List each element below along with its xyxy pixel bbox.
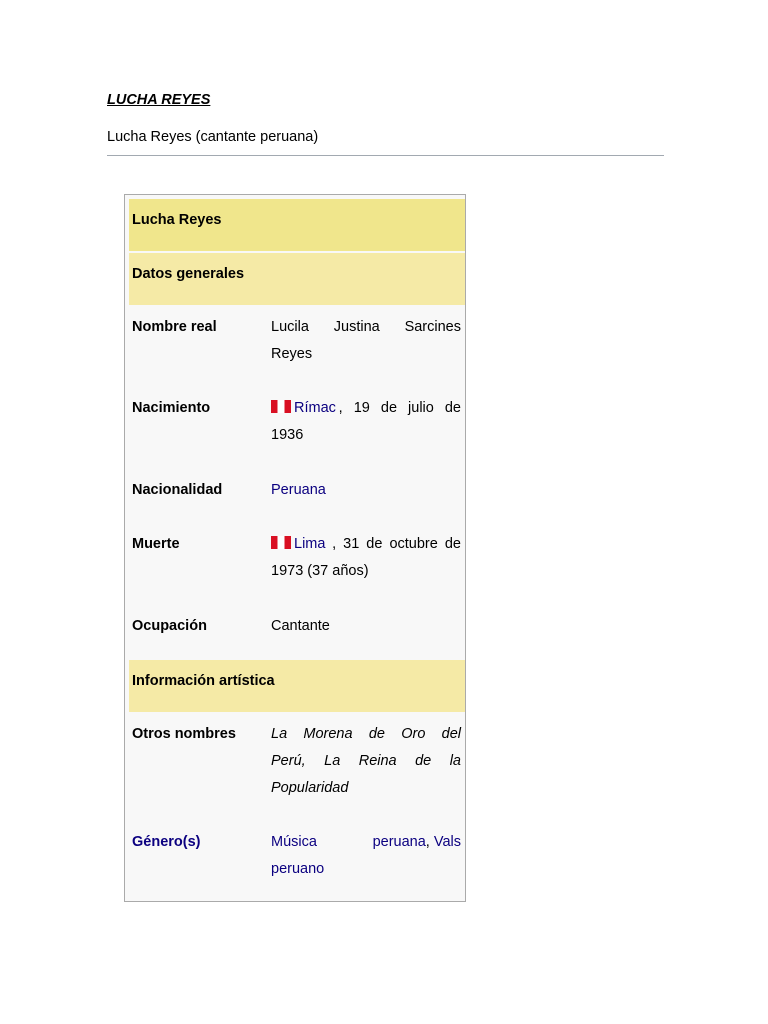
infobox (124, 194, 466, 902)
infobox-header-title: Lucha Reyes (132, 212, 222, 228)
label-muerte: Muerte (132, 536, 180, 552)
value-muerte (271, 531, 461, 585)
nacimiento-date-part1: , 19 de julio de (338, 400, 461, 416)
section-datos-generales (129, 253, 465, 305)
otros-nombres-line1: La Morena de Oro del (271, 726, 461, 742)
generos-separator: , (425, 834, 430, 850)
link-peruana-genre[interactable]: peruana (372, 834, 426, 850)
value-nacimiento (271, 395, 461, 449)
page-subtitle: Lucha Reyes (cantante peruana) (107, 129, 319, 145)
link-vals-peruano[interactable]: peruano (271, 861, 325, 877)
section-title-general: Datos generales (132, 266, 245, 282)
nacimiento-place (271, 395, 336, 422)
label-nombre-real: Nombre real (132, 319, 217, 335)
nacimiento-date-part2: 1936 (271, 427, 304, 443)
value-generos (271, 829, 461, 883)
value-nombre-real-line1: Lucila Justina Sarcines (271, 319, 461, 335)
link-peruana[interactable]: Peruana (271, 482, 326, 498)
generos-right (373, 829, 461, 856)
link-vals[interactable]: Vals (433, 834, 461, 850)
value-nombre-real (271, 314, 461, 368)
link-musica[interactable]: Música (271, 834, 317, 850)
otros-nombres-line2: Perú, La Reina de la (271, 753, 461, 769)
muerte-date-part1: , 31 de octubre de (332, 536, 461, 552)
label-nacimiento: Nacimiento (132, 400, 211, 416)
link-rimac[interactable]: Rímac (294, 400, 336, 416)
row-nacionalidad (129, 477, 465, 507)
infobox-header (129, 199, 465, 251)
label-ocupacion: Ocupación (132, 618, 207, 634)
link-lima[interactable]: Lima (294, 536, 326, 552)
row-otros-nombres (129, 721, 465, 805)
label-otros-nombres: Otros nombres (132, 726, 236, 742)
row-muerte (129, 531, 465, 591)
page-title: LUCHA REYES (107, 92, 211, 108)
value-nombre-real-line2: Reyes (271, 346, 313, 362)
row-nacimiento (129, 395, 465, 455)
muerte-date-part2: 1973 (37 años) (271, 563, 369, 579)
muerte-place (271, 531, 325, 558)
divider (107, 155, 664, 156)
label-nacionalidad: Nacionalidad (132, 482, 223, 498)
row-generos (129, 829, 465, 889)
otros-nombres-line3: Popularidad (271, 780, 349, 796)
value-ocupacion: Cantante (271, 618, 330, 634)
peru-flag-icon (271, 400, 291, 413)
section-informacion-artistica (129, 660, 465, 712)
value-muerte-line1 (271, 531, 461, 558)
value-nacimiento-line1 (271, 395, 461, 422)
row-nombre-real (129, 314, 465, 374)
section-title-artistic: Información artística (132, 673, 275, 689)
value-generos-line1 (271, 829, 461, 856)
value-nacionalidad (271, 477, 461, 504)
peru-flag-icon (271, 536, 291, 549)
value-otros-nombres (271, 721, 461, 802)
label-generos-link[interactable]: Género(s) (132, 834, 201, 850)
row-ocupacion (129, 613, 465, 643)
